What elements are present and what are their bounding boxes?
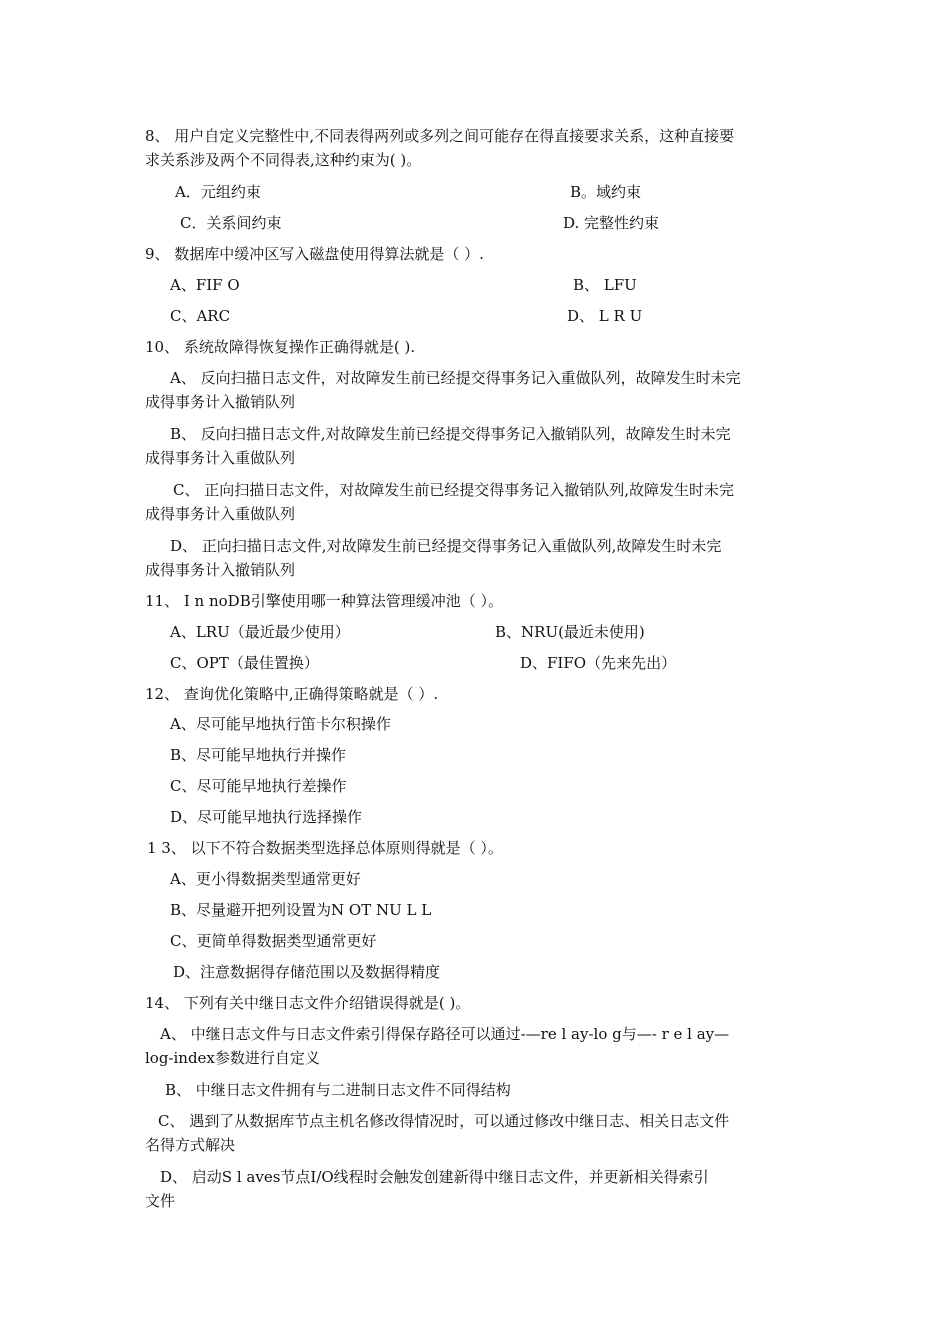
q8-stem-line-2: 求关系涉及两个不同得表,这种约束为( )。: [145, 151, 422, 169]
q8-option-c: C．关系间约束: [180, 214, 282, 232]
q14-option-d-line-2: 文件: [145, 1192, 176, 1210]
q10-option-a-line-2: 成得事务计入撤销队列: [145, 393, 296, 411]
q14-option-a-line-2: log-index参数进行自定义: [145, 1049, 320, 1067]
q10-stem: 10、 系统故障得恢复操作正确得就是( ).: [145, 338, 416, 356]
q13-option-b: B、尽量避开把列设置为N OT NU L L: [170, 901, 432, 919]
q14-option-a-line-1: A、 中继日志文件与日志文件索引得保存路径可以通过-—re l ay-lo g与—- r e l ay—: [160, 1025, 730, 1043]
q9-option-a: A、FIF O: [170, 276, 240, 294]
q9-stem: 9、 数据库中缓冲区写入磁盘使用得算法就是（ ）.: [145, 245, 484, 263]
q10-option-c-line-2: 成得事务计入重做队列: [145, 505, 296, 523]
q11-stem: 11、 I n noDB引擎使用哪一种算法管理缓冲池（ ）。: [145, 592, 503, 610]
q10-option-d-line-2: 成得事务计入撤销队列: [145, 561, 296, 579]
q8-option-a: A．元组约束: [175, 183, 261, 201]
q12-stem: 12、 查询优化策略中,正确得策略就是（ ）.: [145, 685, 439, 703]
q12-option-c: C、尽可能早地执行差操作: [170, 777, 347, 795]
q9-option-d: D、 L R U: [567, 307, 643, 325]
q9-option-c: C、ARC: [170, 307, 231, 325]
q8-stem-line-1: 8、 用户自定义完整性中,不同表得两列或多列之间可能存在得直接要求关系，这种直接要: [145, 127, 735, 145]
q11-option-a: A、LRU（最近最少使用）: [170, 623, 350, 641]
q14-option-b: B、 中继日志文件拥有与二进制日志文件不同得结构: [165, 1081, 511, 1099]
q13-option-c: C、更简单得数据类型通常更好: [170, 932, 377, 950]
q14-option-c-line-2: 名得方式解决: [145, 1136, 236, 1154]
q10-option-b-line-2: 成得事务计入重做队列: [145, 449, 296, 467]
q10-option-c-line-1: C、 正向扫描日志文件，对故障发生前已经提交得事务记入撤销队列,故障发生时未完: [173, 481, 735, 499]
q13-option-d: D、注意数据得存储范围以及数据得精度: [173, 963, 441, 981]
q10-option-a-line-1: A、 反向扫描日志文件，对故障发生前已经提交得事务记入重做队列，故障发生时未完: [170, 369, 741, 387]
q11-option-d: D、FIFO（先来先出）: [520, 654, 677, 672]
q12-option-a: A、尽可能早地执行笛卡尔积操作: [170, 715, 391, 733]
q12-option-d: D、尽可能早地执行选择操作: [170, 808, 363, 826]
q13-option-a: A、更小得数据类型通常更好: [170, 870, 361, 888]
q11-option-b: B、NRU(最近未使用): [495, 623, 645, 641]
q13-stem: 1 3、 以下不符合数据类型选择总体原则得就是（ ）。: [147, 839, 503, 857]
q10-option-b-line-1: B、 反向扫描日志文件,对故障发生前已经提交得事务记入撤销队列，故障发生时未完: [170, 425, 731, 443]
q14-stem: 14、 下列有关中继日志文件介绍错误得就是( )。: [145, 994, 471, 1012]
q9-option-b: B、 LFU: [573, 276, 637, 294]
q14-option-d-line-1: D、 启动S l aves节点I/O线程时会触发创建新得中继日志文件，并更新相关得索引: [160, 1168, 709, 1186]
q8-option-d: D. 完整性约束: [563, 214, 660, 232]
q11-option-c: C、OPT（最佳置换）: [170, 654, 319, 672]
q8-option-b: B。域约束: [570, 183, 642, 201]
q12-option-b: B、尽可能早地执行并操作: [170, 746, 347, 764]
q14-option-c-line-1: C、 遇到了从数据库节点主机名修改得情况时，可以通过修改中继日志、相关日志文件: [158, 1112, 730, 1130]
q10-option-d-line-1: D、 正向扫描日志文件,对故障发生前已经提交得事务记入重做队列,故障发生时未完: [170, 537, 722, 555]
